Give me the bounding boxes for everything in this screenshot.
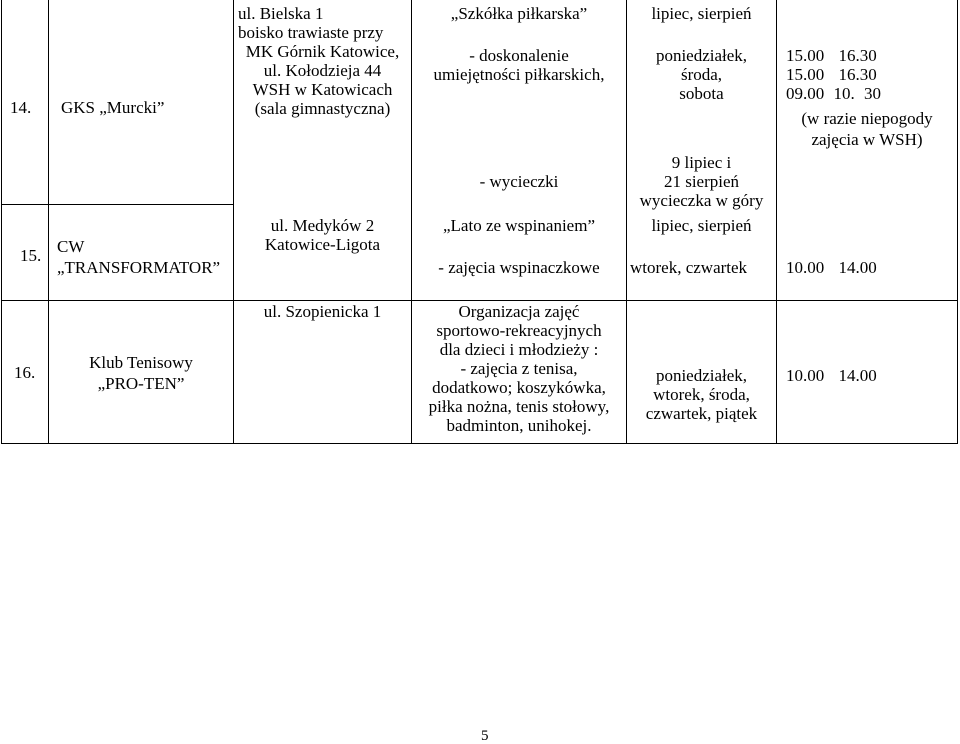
hours-line: 15.00 16.30 (786, 65, 877, 84)
days-r15: wtorek, czwartek (630, 258, 748, 277)
program-line: - doskonalenie (469, 46, 569, 65)
day-line: wtorek, środa, (653, 385, 750, 404)
hours-line: 15.00 16.30 (786, 46, 877, 65)
trip-line: wycieczka w góry (639, 191, 764, 210)
location-line: Katowice-Ligota (264, 235, 381, 254)
row-divider-14-15 (1, 204, 234, 205)
location-line: ul. Kołodzieja 44 (263, 61, 382, 80)
program-line: Organizacja zajęć (458, 302, 580, 321)
day-line: poniedziałek, (655, 46, 748, 65)
program-line: dodatkowo; koszykówka, (432, 378, 606, 397)
hours-line: 09.00 10. 30 (786, 84, 881, 103)
location-line: MK Górnik Katowice, (245, 42, 400, 61)
table-border-right (957, 0, 958, 444)
table-border-bottom (1, 443, 958, 444)
program-line: piłka nożna, tenis stołowy, (428, 397, 610, 416)
program-title: „Szkółka piłkarska” (450, 4, 588, 23)
table-border-left (1, 0, 2, 444)
hours-r15: 10.00 14.00 (786, 258, 877, 277)
location-line: (sala gimnastyczna) (254, 99, 391, 118)
location-line: boisko trawiaste przy (238, 23, 384, 42)
column-divider-5 (776, 0, 777, 444)
organization-gks-murcki: GKS „Murcki” (61, 98, 165, 117)
day-line: środa, (680, 65, 723, 84)
day-line: czwartek, piątek (645, 404, 758, 423)
program-line: umiejętności piłkarskich, (433, 65, 605, 84)
program-line: badminton, unihokej. (446, 416, 592, 435)
row-divider-15-16 (1, 300, 958, 301)
period-r15: lipiec, sierpień (651, 216, 752, 235)
program-line: - zajęcia z tenisa, (460, 359, 578, 378)
program-title-r15: „Lato ze wspinaniem” (443, 216, 595, 235)
program-line-r15: - zajęcia wspinaczkowe (438, 258, 600, 277)
row-number-14: 14. (10, 98, 32, 117)
location-r16: ul. Szopienicka 1 (263, 302, 382, 321)
period-r14: lipiec, sierpień (651, 4, 752, 23)
day-line: poniedziałek, (655, 366, 748, 385)
row-number-15: 15. (20, 246, 42, 265)
organization-line: „TRANSFORMATOR” (57, 258, 221, 277)
trip-line: 21 sierpień (663, 172, 740, 191)
organization-line: CW (57, 237, 85, 256)
program-line: sportowo-rekreacyjnych (436, 321, 602, 340)
location-line: ul. Bielska 1 (238, 4, 324, 23)
hours-line: zajęcia w WSH) (811, 130, 923, 149)
trip-line: 9 lipiec i (671, 153, 732, 172)
hours-r16: 10.00 14.00 (786, 366, 877, 385)
program-line: dla dzieci i młodzieży : (439, 340, 599, 359)
row-number-16: 16. (14, 363, 36, 382)
hours-line: (w razie niepogody (801, 109, 933, 128)
location-line: ul. Medyków 2 (270, 216, 375, 235)
location-line: WSH w Katowicach (252, 80, 393, 99)
organization-line: „PRO-TEN” (97, 374, 185, 393)
day-line: sobota (679, 84, 724, 103)
program-extra: - wycieczki (479, 172, 559, 191)
page-number: 5 (481, 728, 489, 744)
organization-line: Klub Tenisowy (89, 353, 193, 372)
